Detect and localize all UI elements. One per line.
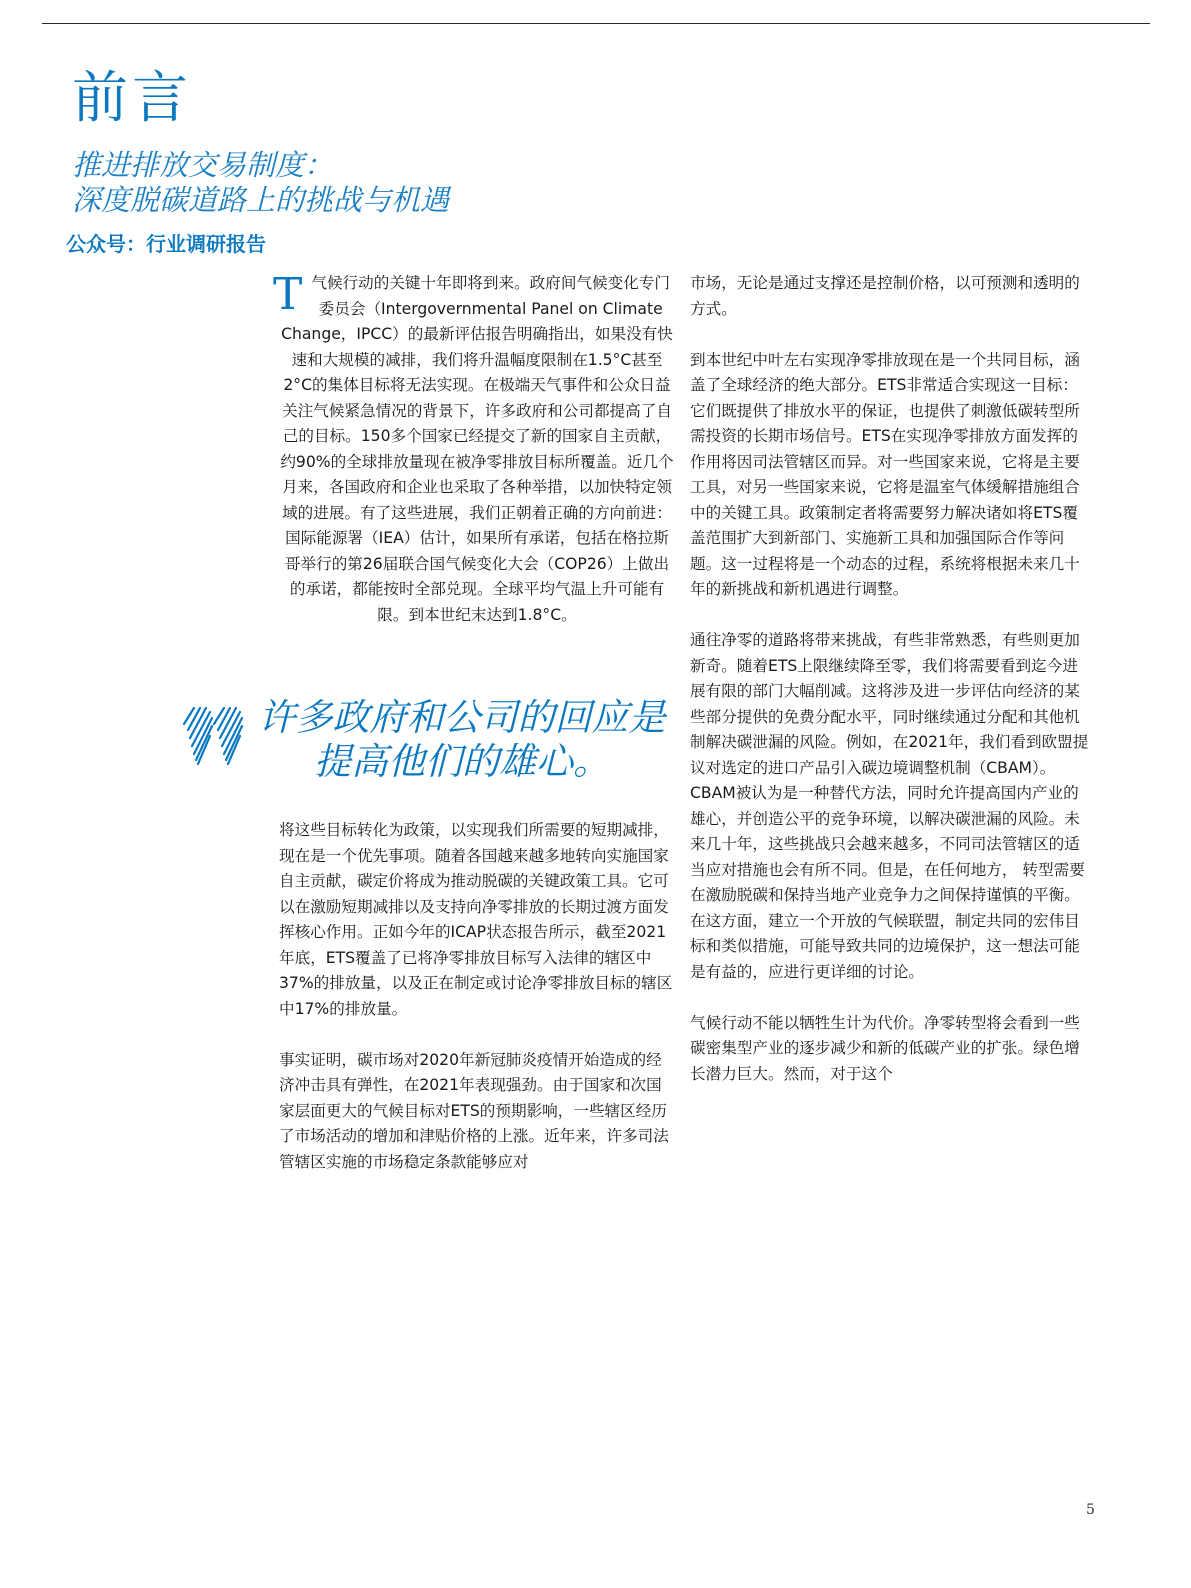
intro-text: 气候行动的关键十年即将到来。政府间气候变化专门委员会（Intergovernmental Panel on Climate Change，IPCC）的最新评估报告明确指出，如果没有快速和大规模的减排，我们将升温幅度限制在1.5°C甚至2°C的集体目标将无法实现。在极端天气事件和公众日益关注气候紧急情况的背景下，许多政府和公司都提高了自己的目标。150多个国家已经提交了新的国家自主贡献，约90%的全球排放量现在被净零排放目标所覆盖。近几个月来，各国政府和企业也采取了各种举措，以加快特定领域的进展。有了这些进展，我们正朝着正确的方向前进：国际能源署（IEA）估计，如果所有承诺，包括在格拉斯哥举行的第26届联合国气候变化大会（COP26）上做出的承诺，都能按时全部兑现。全球平均气温上升可能有限。到本世纪末达到1.8°C。 (280, 274, 674, 624)
subtitle-line-2: 深度脱碳道路上的挑战与机遇 (72, 183, 450, 217)
body-paragraph: 通往净零的道路将带来挑战，有些非常熟悉，有些则更加新奇。随着ETS上限继续降至零，我们将需要看到迄今进展有限的部门大幅削减。这将涉及进一步评估向经济的某些部分提供的免费分配水平，同时继续通过分配和其他机制解决碳泄漏的风险。例如，在2021年，我们看到欧盟提议对选定的进口产品引入碳边境调整机制（CBAM）。CBAM被认为是一种替代方法，同时允许提高国内产业的雄心，并创造公平的竞争环境，以解决碳泄漏的风险。未来几十年，这些挑战只会越来越多，不同司法管辖区的适当应对措施也会有所不同。但是，在任何地方， 转型需要在激励脱碳和保持当地产业竞争力之间保持谨慎的平衡。在这方面，建立一个开放的气候联盟，制定共同的宏伟目标和类似措施，可能导致共同的边境保护，这一想法可能是有益的，应进行更详细的讨论。 (690, 631, 1089, 981)
drop-cap: T (273, 269, 303, 320)
body-paragraph: 事实证明，碳市场对2020年新冠肺炎疫情开始造成的经济冲击具有弹性，在2021年表现强劲。由于国家和次国家层面更大的气候目标对ETS的预期影响，一些辖区经历了市场活动的增加和津贴价格的上涨。近年来，许多司法管辖区实施的市场稳定条款能够应对 (279, 1050, 669, 1171)
page-title: 前言 (72, 66, 192, 131)
source-tag: 公众号：行业调研报告 (66, 232, 266, 256)
body-paragraph: 到本世纪中叶左右实现净零排放现在是一个共同目标，涵盖了全球经济的绝大部分。ETS非常适合实现这一目标：它们既提供了排放水平的保证，也提供了刺激低碳转型所需投资的长期市场信号。ETS在实现净零排放方面发挥的作用将因司法管辖区而异。对一些国家来说，它将是主要工具，对另一些国家来说，它将是温室气体缓解措施组合中的关键工具。政策制定者将需要努力解决诸如将ETS覆盖范围扩大到新部门、实施新工具和加强国际合作等问题。这一过程将是一个动态的过程，系统将根据未来几十年的新挑战和新机遇进行调整。 (690, 350, 1080, 598)
page-number: 5 (1086, 1502, 1095, 1518)
subtitle-line-1: 推进排放交易制度： (72, 148, 334, 182)
intro-paragraph (273, 269, 675, 628)
body-paragraph: 气候行动不能以牺牲生计为代价。净零转型将会看到一些碳密集型产业的逐步减少和新的低碳产业的扩张。绿色增长潜力巨大。然而，对于这个 (690, 1013, 1080, 1083)
page-subtitle (72, 148, 449, 218)
pull-quote-text: 许多政府和公司的回应是提高他们的雄心。 (258, 696, 666, 783)
quotation-marks-icon (180, 702, 256, 776)
body-paragraph: 市场，无论是通过支撑还是控制价格，以可预测和透明的方式。 (690, 274, 1080, 318)
body-paragraph: 将这些目标转化为政策，以实现我们所需要的短期减排，现在是一个优先事项。随着各国越来越多地转向实施国家自主贡献，碳定价将成为推动脱碳的关键政策工具。它可以在激励短期减排以及支持向净零排放的长期过渡方面发挥核心作用。正如今年的ICAP状态报告所示，截至2021年底，ETS覆盖了已将净零排放目标写入法律的辖区中37%的排放量，以及正在制定或讨论净零排放目标的辖区中17%的排放量。 (279, 821, 673, 1018)
right-column-body (690, 271, 1090, 1087)
left-column-body (279, 818, 675, 1175)
top-rule (42, 23, 1150, 24)
